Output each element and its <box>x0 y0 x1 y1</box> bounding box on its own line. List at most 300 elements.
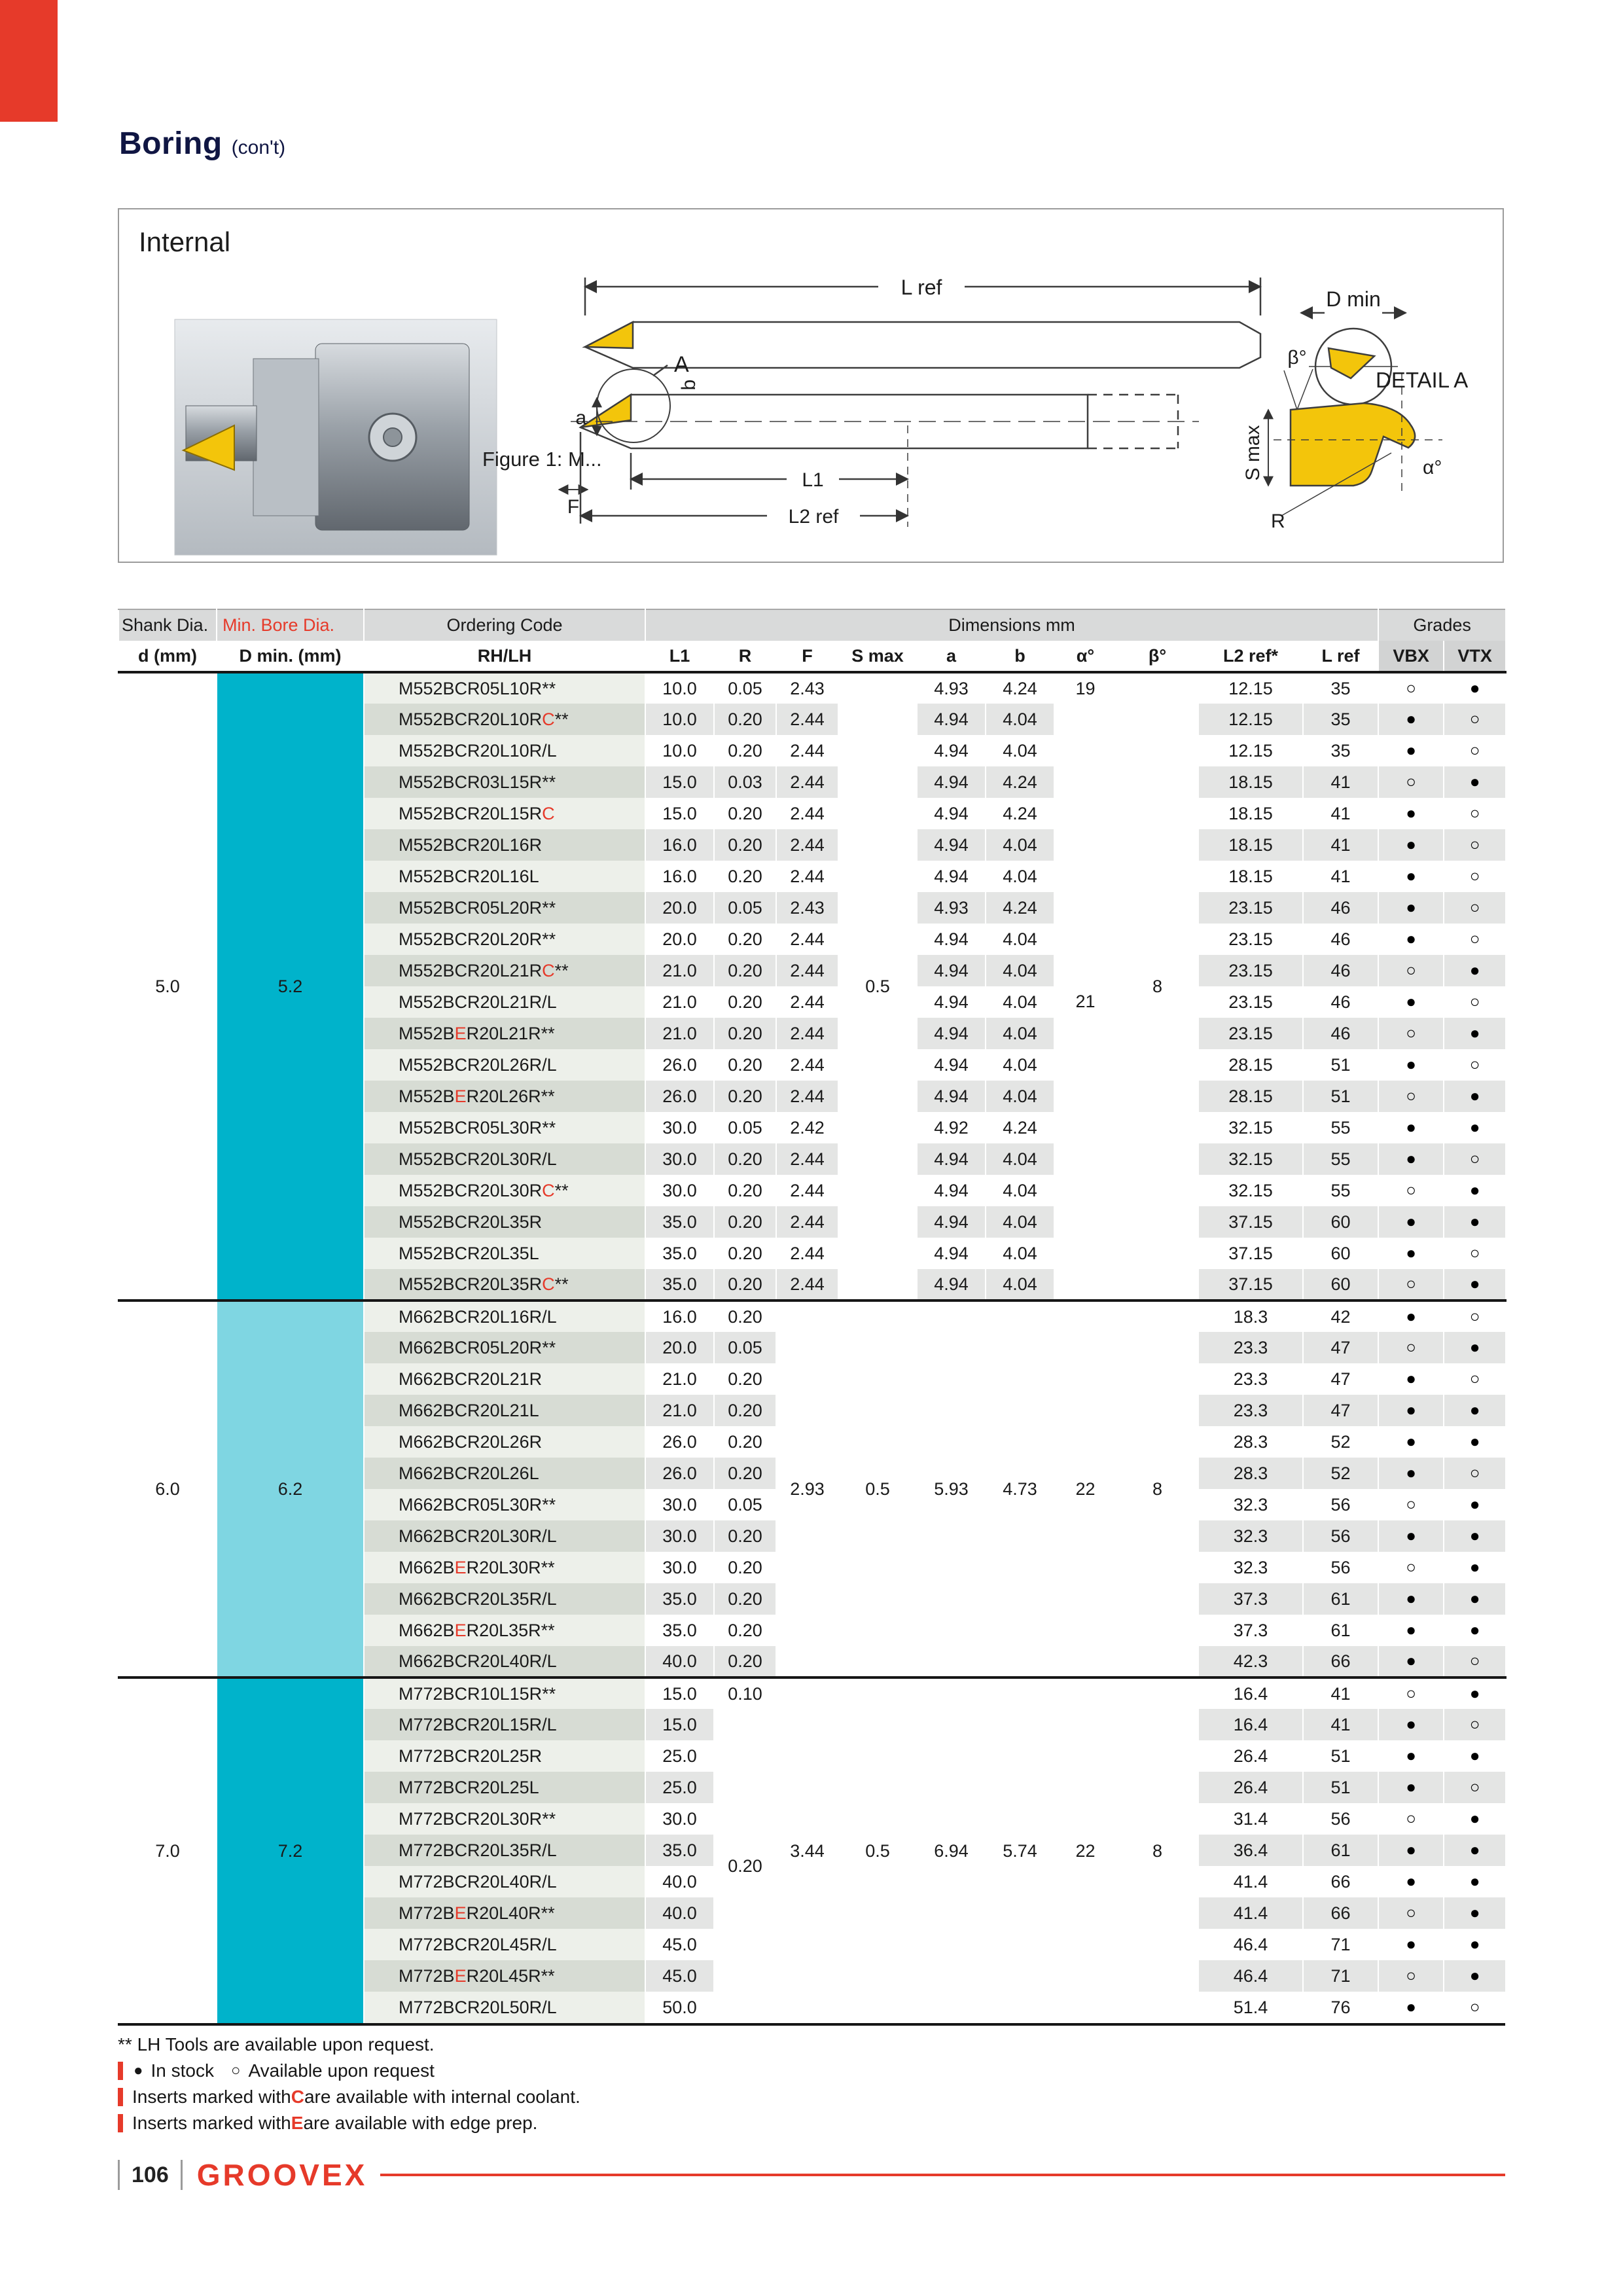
L1-cell: 26.0 <box>645 1458 714 1489</box>
L1-cell: 26.0 <box>645 1426 714 1458</box>
L1-cell: 10.0 <box>645 704 714 735</box>
R-cell: 0.05 <box>714 1332 776 1363</box>
d-cell: 6.0 <box>118 1300 217 1677</box>
vbx-cell: ○ <box>1378 1677 1444 1709</box>
header-f: F <box>776 641 838 672</box>
beta-cell: 8 <box>1116 1677 1198 2023</box>
vtx-cell: ● <box>1444 1677 1506 1709</box>
L1-cell: 35.0 <box>645 1269 714 1300</box>
Lref-cell: 76 <box>1303 1992 1378 2023</box>
L2-cell: 23.15 <box>1198 892 1303 924</box>
vtx-cell: ○ <box>1444 1458 1506 1489</box>
b-cell: 4.04 <box>986 829 1054 861</box>
code-cell: M552BCR20L35RC** <box>364 1269 645 1300</box>
vbx-cell: ● <box>1378 1300 1444 1332</box>
b-dim-label: b <box>678 379 700 391</box>
alpha-cell: 22 <box>1054 1677 1116 2023</box>
dmin-cell: 7.2 <box>217 1677 364 2023</box>
code-cell: M552BCR20L16L <box>364 861 645 892</box>
L1-cell: 45.0 <box>645 1929 714 1960</box>
upon-request-text: Available upon request <box>248 2060 435 2081</box>
Lref-cell: 46 <box>1303 924 1378 955</box>
L1-cell: 30.0 <box>645 1552 714 1583</box>
Lref-cell: 55 <box>1303 1112 1378 1143</box>
code-cell: M662BCR20L30R/L <box>364 1520 645 1552</box>
L1-cell: 30.0 <box>645 1803 714 1835</box>
vtx-cell: ● <box>1444 1835 1506 1866</box>
L1-cell: 25.0 <box>645 1772 714 1803</box>
vbx-cell: ● <box>1378 1520 1444 1552</box>
vtx-cell: ○ <box>1444 829 1506 861</box>
R-cell: 0.20 <box>714 1143 776 1175</box>
footnote-stock-legend <box>118 2058 1505 2084</box>
Lref-cell: 51 <box>1303 1740 1378 1772</box>
l2-ref-dim-label: L2 ref <box>788 506 839 528</box>
R-cell: 0.20 <box>714 986 776 1018</box>
title-suffix: (con't) <box>231 137 286 158</box>
L2-cell: 31.4 <box>1198 1803 1303 1835</box>
code-cell: M552BCR20L30RC** <box>364 1175 645 1206</box>
L2-cell: 23.15 <box>1198 924 1303 955</box>
F-cell: 2.44 <box>776 735 838 766</box>
vbx-cell: ○ <box>1378 1803 1444 1835</box>
edge-text-post: are available with edge prep. <box>303 2113 538 2133</box>
vbx-cell: ● <box>1378 1866 1444 1897</box>
L1-cell: 30.0 <box>645 1489 714 1520</box>
F-cell: 2.44 <box>776 1238 838 1269</box>
vbx-cell: ● <box>1378 1458 1444 1489</box>
L2-cell: 12.15 <box>1198 704 1303 735</box>
L2-cell: 28.3 <box>1198 1458 1303 1489</box>
F-cell: 2.44 <box>776 1081 838 1112</box>
header-vbx: VBX <box>1378 641 1444 672</box>
vbx-cell: ○ <box>1378 1332 1444 1363</box>
Lref-cell: 35 <box>1303 704 1378 735</box>
L2-cell: 32.15 <box>1198 1112 1303 1143</box>
vtx-cell: ● <box>1444 1583 1506 1615</box>
L1-cell: 30.0 <box>645 1112 714 1143</box>
b-cell: 4.04 <box>986 986 1054 1018</box>
L1-cell: 16.0 <box>645 1300 714 1332</box>
code-cell: M772BCR20L30R** <box>364 1803 645 1835</box>
vtx-cell: ● <box>1444 1018 1506 1049</box>
code-cell: M552BCR20L10RC** <box>364 704 645 735</box>
L1-cell: 15.0 <box>645 1709 714 1740</box>
R-cell: 0.20 <box>714 1049 776 1081</box>
Lref-cell: 60 <box>1303 1206 1378 1238</box>
L2-cell: 28.15 <box>1198 1049 1303 1081</box>
vtx-cell: ● <box>1444 955 1506 986</box>
L2-cell: 51.4 <box>1198 1992 1303 2023</box>
L2-cell: 28.3 <box>1198 1426 1303 1458</box>
vbx-cell: ● <box>1378 1740 1444 1772</box>
Lref-cell: 55 <box>1303 1143 1378 1175</box>
footer-divider <box>118 2160 120 2190</box>
code-cell: M552BCR20L10R/L <box>364 735 645 766</box>
vbx-cell: ○ <box>1378 672 1444 704</box>
L2-cell: 37.15 <box>1198 1206 1303 1238</box>
L2-cell: 32.15 <box>1198 1143 1303 1175</box>
code-cell: M772BCR20L25L <box>364 1772 645 1803</box>
vtx-cell: ● <box>1444 1269 1506 1300</box>
L1-cell: 21.0 <box>645 1395 714 1426</box>
R-cell: 0.20 <box>714 1646 776 1677</box>
L2-cell: 23.15 <box>1198 1018 1303 1049</box>
L2-cell: 18.15 <box>1198 861 1303 892</box>
header-d-mm: d (mm) <box>118 641 217 672</box>
vtx-cell: ● <box>1444 1426 1506 1458</box>
b-cell: 4.04 <box>986 735 1054 766</box>
b-cell: 4.73 <box>986 1300 1054 1677</box>
Lref-cell: 60 <box>1303 1238 1378 1269</box>
F-cell: 2.44 <box>776 955 838 986</box>
L1-cell: 45.0 <box>645 1960 714 1992</box>
b-cell: 4.04 <box>986 1018 1054 1049</box>
L1-cell: 15.0 <box>645 766 714 798</box>
F-cell: 2.42 <box>776 1112 838 1143</box>
L1-cell: 10.0 <box>645 672 714 704</box>
b-cell: 4.24 <box>986 892 1054 924</box>
code-cell: M552BCR20L21R/L <box>364 986 645 1018</box>
vtx-cell: ● <box>1444 1615 1506 1646</box>
Lref-cell: 51 <box>1303 1772 1378 1803</box>
L2-cell: 18.15 <box>1198 829 1303 861</box>
footnote-lh-tools <box>118 2032 1505 2058</box>
R-cell: 0.20 <box>714 1395 776 1426</box>
Lref-cell: 61 <box>1303 1615 1378 1646</box>
vbx-cell: ● <box>1378 1112 1444 1143</box>
code-cell: M662BCR05L20R** <box>364 1332 645 1363</box>
L2-cell: 23.3 <box>1198 1395 1303 1426</box>
vtx-cell: ○ <box>1444 798 1506 829</box>
F-cell: 2.44 <box>776 1049 838 1081</box>
a-cell: 4.94 <box>917 1143 986 1175</box>
vtx-cell: ○ <box>1444 1143 1506 1175</box>
F-cell: 2.43 <box>776 672 838 704</box>
vtx-cell: ● <box>1444 1081 1506 1112</box>
L2-cell: 18.15 <box>1198 766 1303 798</box>
b-cell: 4.04 <box>986 1238 1054 1269</box>
b-cell: 4.04 <box>986 861 1054 892</box>
b-cell: 4.24 <box>986 672 1054 704</box>
vbx-cell: ○ <box>1378 1489 1444 1520</box>
smax-cell: 0.5 <box>838 1300 917 1677</box>
footnote-edge-prep <box>118 2110 1505 2136</box>
vtx-cell: ● <box>1444 1112 1506 1143</box>
L2-cell: 46.4 <box>1198 1929 1303 1960</box>
code-cell: M662BCR20L21L <box>364 1395 645 1426</box>
code-cell: M552BCR20L21RC** <box>364 955 645 986</box>
R-cell: 0.05 <box>714 672 776 704</box>
vtx-cell: ○ <box>1444 704 1506 735</box>
vbx-cell: ● <box>1378 798 1444 829</box>
L2-cell: 37.15 <box>1198 1238 1303 1269</box>
F-cell: 2.44 <box>776 1018 838 1049</box>
L2-cell: 23.15 <box>1198 955 1303 986</box>
smax-cell: 0.5 <box>838 1677 917 2023</box>
L2-cell: 26.4 <box>1198 1772 1303 1803</box>
R-cell: 0.05 <box>714 1489 776 1520</box>
tool-photo <box>175 319 497 555</box>
code-cell: M552BCR03L15R** <box>364 766 645 798</box>
b-cell: 4.04 <box>986 924 1054 955</box>
vbx-cell: ○ <box>1378 1018 1444 1049</box>
L1-cell: 10.0 <box>645 735 714 766</box>
vbx-cell: ● <box>1378 986 1444 1018</box>
l-ref-dim-label: L ref <box>901 276 942 299</box>
vbx-cell: ● <box>1378 861 1444 892</box>
code-cell: M552BER20L21R** <box>364 1018 645 1049</box>
R-cell: 0.20 <box>714 1206 776 1238</box>
L1-cell: 21.0 <box>645 955 714 986</box>
Lref-cell: 61 <box>1303 1583 1378 1615</box>
L2-cell: 32.3 <box>1198 1489 1303 1520</box>
vbx-cell: ○ <box>1378 1960 1444 1992</box>
vtx-cell: ● <box>1444 1520 1506 1552</box>
vbx-cell: ● <box>1378 735 1444 766</box>
Lref-cell: 66 <box>1303 1866 1378 1897</box>
F-cell: 2.93 <box>776 1300 838 1677</box>
red-bar-icon <box>118 2088 123 2106</box>
header-min-bore-dia: Min. Bore Dia. <box>217 609 364 641</box>
L1-cell: 20.0 <box>645 892 714 924</box>
vtx-cell: ● <box>1444 1803 1506 1835</box>
detail-a-marker: A <box>674 352 689 377</box>
vtx-cell: ● <box>1444 672 1506 704</box>
R-cell: 0.20 <box>714 1615 776 1646</box>
Lref-cell: 66 <box>1303 1646 1378 1677</box>
vtx-cell: ● <box>1444 1395 1506 1426</box>
L1-cell: 20.0 <box>645 924 714 955</box>
L2-cell: 23.15 <box>1198 986 1303 1018</box>
R-cell: 0.20 <box>714 955 776 986</box>
F-cell: 2.44 <box>776 861 838 892</box>
table-header <box>118 609 1506 672</box>
code-cell: M552BCR20L30R/L <box>364 1143 645 1175</box>
b-cell: 4.04 <box>986 1081 1054 1112</box>
Lref-cell: 60 <box>1303 1269 1378 1300</box>
a-cell: 4.94 <box>917 861 986 892</box>
code-cell: M772BCR20L25R <box>364 1740 645 1772</box>
L2-cell: 18.3 <box>1198 1300 1303 1332</box>
code-cell: M772BER20L40R** <box>364 1897 645 1929</box>
vtx-cell: ● <box>1444 1897 1506 1929</box>
header-r: R <box>714 641 776 672</box>
L1-cell: 50.0 <box>645 1992 714 2023</box>
spec-table-wrap <box>118 609 1505 2026</box>
Lref-cell: 71 <box>1303 1960 1378 1992</box>
code-cell: M772BCR20L45R/L <box>364 1929 645 1960</box>
R-cell: 0.20 <box>714 829 776 861</box>
L1-cell: 26.0 <box>645 1081 714 1112</box>
header-b: b <box>986 641 1054 672</box>
code-cell: M662BCR05L30R** <box>364 1489 645 1520</box>
code-cell: M552BCR20L26R/L <box>364 1049 645 1081</box>
header-a: a <box>917 641 986 672</box>
vtx-cell: ● <box>1444 1175 1506 1206</box>
vtx-cell: ● <box>1444 1206 1506 1238</box>
code-cell: M662BCR20L26L <box>364 1458 645 1489</box>
smax-cell: 0.5 <box>838 672 917 1300</box>
a-cell: 4.94 <box>917 924 986 955</box>
R-cell: 0.20 <box>714 1269 776 1300</box>
vbx-cell: ● <box>1378 924 1444 955</box>
F-cell: 2.44 <box>776 829 838 861</box>
alpha-angle-label: α° <box>1423 457 1442 478</box>
a-dim-label: a <box>575 407 586 429</box>
page-number: 106 <box>132 2162 169 2187</box>
l1-dim-label: L1 <box>802 469 824 491</box>
header-rh-lh: RH/LH <box>364 641 645 672</box>
page-footer <box>118 2157 1505 2193</box>
vtx-cell: ○ <box>1444 735 1506 766</box>
a-cell: 4.94 <box>917 955 986 986</box>
f-dim-label: F <box>567 496 580 518</box>
Lref-cell: 55 <box>1303 1175 1378 1206</box>
vtx-cell: ● <box>1444 1740 1506 1772</box>
R-cell: 0.20 <box>714 1709 776 2023</box>
Lref-cell: 56 <box>1303 1489 1378 1520</box>
vtx-cell: ○ <box>1444 1709 1506 1740</box>
Lref-cell: 35 <box>1303 735 1378 766</box>
b-cell: 4.04 <box>986 1143 1054 1175</box>
L2-cell: 23.3 <box>1198 1332 1303 1363</box>
R-cell: 0.20 <box>714 1238 776 1269</box>
figure-panel <box>118 208 1504 563</box>
Lref-cell: 56 <box>1303 1520 1378 1552</box>
red-bar-icon <box>118 2062 123 2080</box>
Lref-cell: 61 <box>1303 1835 1378 1866</box>
R-cell: 0.03 <box>714 766 776 798</box>
R-cell: 0.20 <box>714 1520 776 1552</box>
F-cell: 2.44 <box>776 798 838 829</box>
L1-cell: 35.0 <box>645 1835 714 1866</box>
code-cell: M552BCR05L10R** <box>364 672 645 704</box>
code-cell: M552BCR05L20R** <box>364 892 645 924</box>
F-cell: 2.44 <box>776 1175 838 1206</box>
L1-cell: 16.0 <box>645 829 714 861</box>
L2-cell: 26.4 <box>1198 1740 1303 1772</box>
L1-cell: 30.0 <box>645 1175 714 1206</box>
page-title <box>119 126 285 162</box>
L1-cell: 15.0 <box>645 798 714 829</box>
Lref-cell: 71 <box>1303 1929 1378 1960</box>
vbx-cell: ○ <box>1378 1269 1444 1300</box>
L1-cell: 40.0 <box>645 1866 714 1897</box>
R-cell: 0.20 <box>714 1458 776 1489</box>
coolant-text-post: are available with internal coolant. <box>304 2087 580 2107</box>
F-cell: 2.43 <box>776 892 838 924</box>
L2-cell: 37.3 <box>1198 1583 1303 1615</box>
F-cell: 2.44 <box>776 1269 838 1300</box>
side-view-detail <box>559 365 1199 527</box>
Lref-cell: 41 <box>1303 766 1378 798</box>
vbx-cell: ● <box>1378 1206 1444 1238</box>
filled-dot-icon: ● <box>134 2062 143 2079</box>
vbx-cell: ● <box>1378 1395 1444 1426</box>
Lref-cell: 41 <box>1303 798 1378 829</box>
Lref-cell: 47 <box>1303 1395 1378 1426</box>
L2-cell: 16.4 <box>1198 1709 1303 1740</box>
footer-red-rule <box>380 2174 1505 2176</box>
L2-cell: 41.4 <box>1198 1897 1303 1929</box>
vbx-cell: ● <box>1378 1363 1444 1395</box>
code-cell: M772BER20L45R** <box>364 1960 645 1992</box>
header-grades: Grades <box>1378 609 1506 641</box>
R-cell: 0.20 <box>714 1552 776 1583</box>
in-stock-text: In stock <box>151 2060 214 2081</box>
a-cell: 4.93 <box>917 672 986 704</box>
code-cell: M662BCR20L40R/L <box>364 1646 645 1677</box>
L2-cell: 32.15 <box>1198 1175 1303 1206</box>
r-radius-label: R <box>1271 511 1285 532</box>
Lref-cell: 52 <box>1303 1426 1378 1458</box>
alpha-cell: 21 <box>1054 704 1116 1300</box>
code-cell: M552BCR20L16R <box>364 829 645 861</box>
R-cell: 0.20 <box>714 1583 776 1615</box>
L2-cell: 23.3 <box>1198 1363 1303 1395</box>
Lref-cell: 56 <box>1303 1552 1378 1583</box>
header-l-ref: L ref <box>1303 641 1378 672</box>
L2-cell: 28.15 <box>1198 1081 1303 1112</box>
d-cell: 5.0 <box>118 672 217 1300</box>
code-cell: M662BCR20L16R/L <box>364 1300 645 1332</box>
L1-cell: 30.0 <box>645 1143 714 1175</box>
Lref-cell: 41 <box>1303 1677 1378 1709</box>
b-cell: 4.04 <box>986 1269 1054 1300</box>
Lref-cell: 51 <box>1303 1049 1378 1081</box>
vbx-cell: ● <box>1378 1238 1444 1269</box>
code-cell: M662BER20L35R** <box>364 1615 645 1646</box>
vbx-cell: ● <box>1378 892 1444 924</box>
vtx-cell: ○ <box>1444 1992 1506 2023</box>
beta-angle-label: β° <box>1287 347 1307 368</box>
vbx-cell: ● <box>1378 1646 1444 1677</box>
R-cell: 0.05 <box>714 1112 776 1143</box>
L1-cell: 35.0 <box>645 1238 714 1269</box>
vtx-cell: ○ <box>1444 1300 1506 1332</box>
code-cell: M772BCR10L15R** <box>364 1677 645 1709</box>
L2-cell: 16.4 <box>1198 1677 1303 1709</box>
vbx-cell: ○ <box>1378 1552 1444 1583</box>
F-cell: 2.44 <box>776 1206 838 1238</box>
Lref-cell: 66 <box>1303 1897 1378 1929</box>
code-cell: M662BCR20L21R <box>364 1363 645 1395</box>
detail-a-title: DETAIL A <box>1376 368 1469 392</box>
b-cell: 4.04 <box>986 1206 1054 1238</box>
code-cell: M662BCR20L26R <box>364 1426 645 1458</box>
L1-cell: 21.0 <box>645 986 714 1018</box>
F-cell: 2.44 <box>776 1143 838 1175</box>
open-dot-icon: ○ <box>230 2062 241 2079</box>
footnotes <box>118 2032 1505 2136</box>
L2-cell: 12.15 <box>1198 672 1303 704</box>
a-cell: 4.94 <box>917 1206 986 1238</box>
d-cell: 7.0 <box>118 1677 217 2023</box>
R-cell: 0.20 <box>714 1018 776 1049</box>
edge-marker: E <box>291 2113 304 2133</box>
vbx-cell: ○ <box>1378 955 1444 986</box>
code-cell: M772BCR20L50R/L <box>364 1992 645 2023</box>
brand-logo: GROOVEX <box>196 2158 368 2192</box>
code-cell: M662BCR20L35R/L <box>364 1583 645 1615</box>
vbx-cell: ● <box>1378 829 1444 861</box>
L1-cell: 21.0 <box>645 1363 714 1395</box>
code-cell: M662BER20L30R** <box>364 1552 645 1583</box>
vtx-cell: ● <box>1444 1552 1506 1583</box>
b-cell: 5.74 <box>986 1677 1054 2023</box>
vbx-cell: ○ <box>1378 1175 1444 1206</box>
